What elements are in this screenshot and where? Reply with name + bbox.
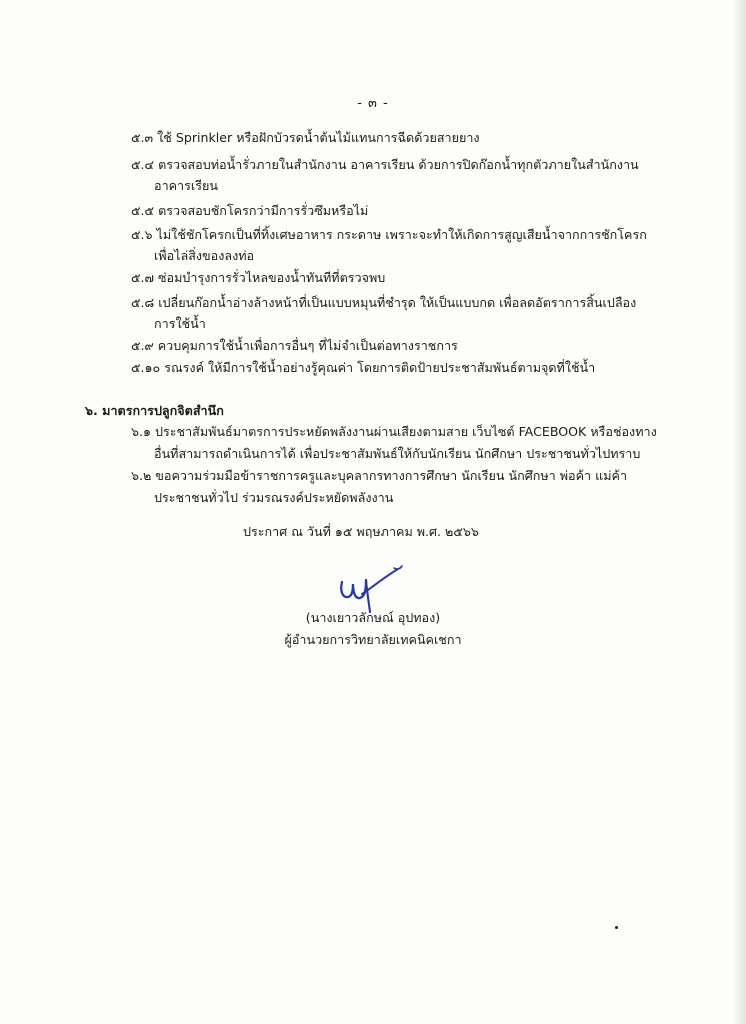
scan-speck xyxy=(615,926,618,929)
item-6-1-line-2: อื่นที่สามารถดำเนินการได้ เพื่อประชาสัมพันธ์ให้กับนักเรียน นักศึกษา ประชาชนทั่วไปทราบ xyxy=(154,446,641,461)
item-6-2-line-2: ประชาชนทั่วไป ร่วมรณรงค์ประหยัดพลังงาน xyxy=(154,490,394,505)
item-5-8-line-1: ๕.๘ เปลี่ยนก๊อกน้ำอ่างล้างหน้าที่เป็นแบบหมุนที่ชำรุด ให้เป็นแบบกด เพื่อลดอัตราการสิ้นเปลือง xyxy=(131,295,637,310)
signatory-position: ผู้อำนวยการวิทยาลัยเทคนิคเชกา xyxy=(284,632,462,647)
section-6-heading: ๖. มาตรการปลูกจิตสำนึก xyxy=(85,403,224,418)
item-5-6-line-1: ๕.๖ ไม่ใช้ชักโครกเป็นที่ทิ้งเศษอาหาร กระดาษ เพราะจะทำให้เกิดการสูญเสียน้ำจากการชักโครก xyxy=(131,227,647,242)
item-5-7-line-1: ๕.๗ ซ่อมบำรุงการรั่วไหลของน้ำทันทีที่ตรวจพบ xyxy=(131,270,386,285)
item-5-8-line-2: การใช้น้ำ xyxy=(154,316,206,331)
item-6-2-line-1: ๖.๒ ขอความร่วมมือข้าราชการครูและบุคลากรทางการศึกษา นักเรียน นักศึกษา พ่อค้า แม่ค้า xyxy=(131,468,628,483)
page-number: - ๓ - xyxy=(357,96,389,111)
signatory-name: (นางเยาวลักษณ์ อุปทอง) xyxy=(305,610,441,625)
item-5-10-line-1: ๕.๑๐ รณรงค์ ให้มีการใช้น้ำอย่างรู้คุณค่า โดยการติดป้ายประชาสัมพันธ์ตามจุดที่ใช้น้ำ xyxy=(131,360,596,375)
item-5-4-line-2: อาคารเรียน xyxy=(154,178,218,193)
announcement-date: ประกาศ ณ วันที่ ๑๕ พฤษภาคม พ.ศ. ๒๕๖๖ xyxy=(243,524,479,539)
scan-edge-shadow xyxy=(732,0,746,1024)
item-5-5-line-1: ๕.๕ ตรวจสอบชักโครกว่ามีการรั่วซึมหรือไม่ xyxy=(131,203,369,218)
item-5-6-line-2: เพื่อไล่สิ่งของลงท่อ xyxy=(154,248,255,263)
item-6-1-line-1: ๖.๑ ประชาสัมพันธ์มาตรการประหยัดพลังงานผ่านเสียงตามสาย เว็บไซต์ FACEBOOK หรือช่องทาง xyxy=(131,424,657,439)
item-5-3-line-1: ๕.๓ ใช้ Sprinkler หรือฝักบัวรดน้ำต้นไม้แทนการฉีดด้วยสายยาง xyxy=(131,130,480,145)
item-5-4-line-1: ๕.๔ ตรวจสอบท่อน้ำรั่วภายในสำนักงาน อาคารเรียน ด้วยการปิดก๊อกน้ำทุกตัวภายในสำนักงาน xyxy=(131,157,639,172)
item-5-9-line-1: ๕.๙ ควบคุมการใช้น้ำเพื่อการอื่นๆ ที่ไม่จำเป็นต่อทางราชการ xyxy=(131,338,458,353)
